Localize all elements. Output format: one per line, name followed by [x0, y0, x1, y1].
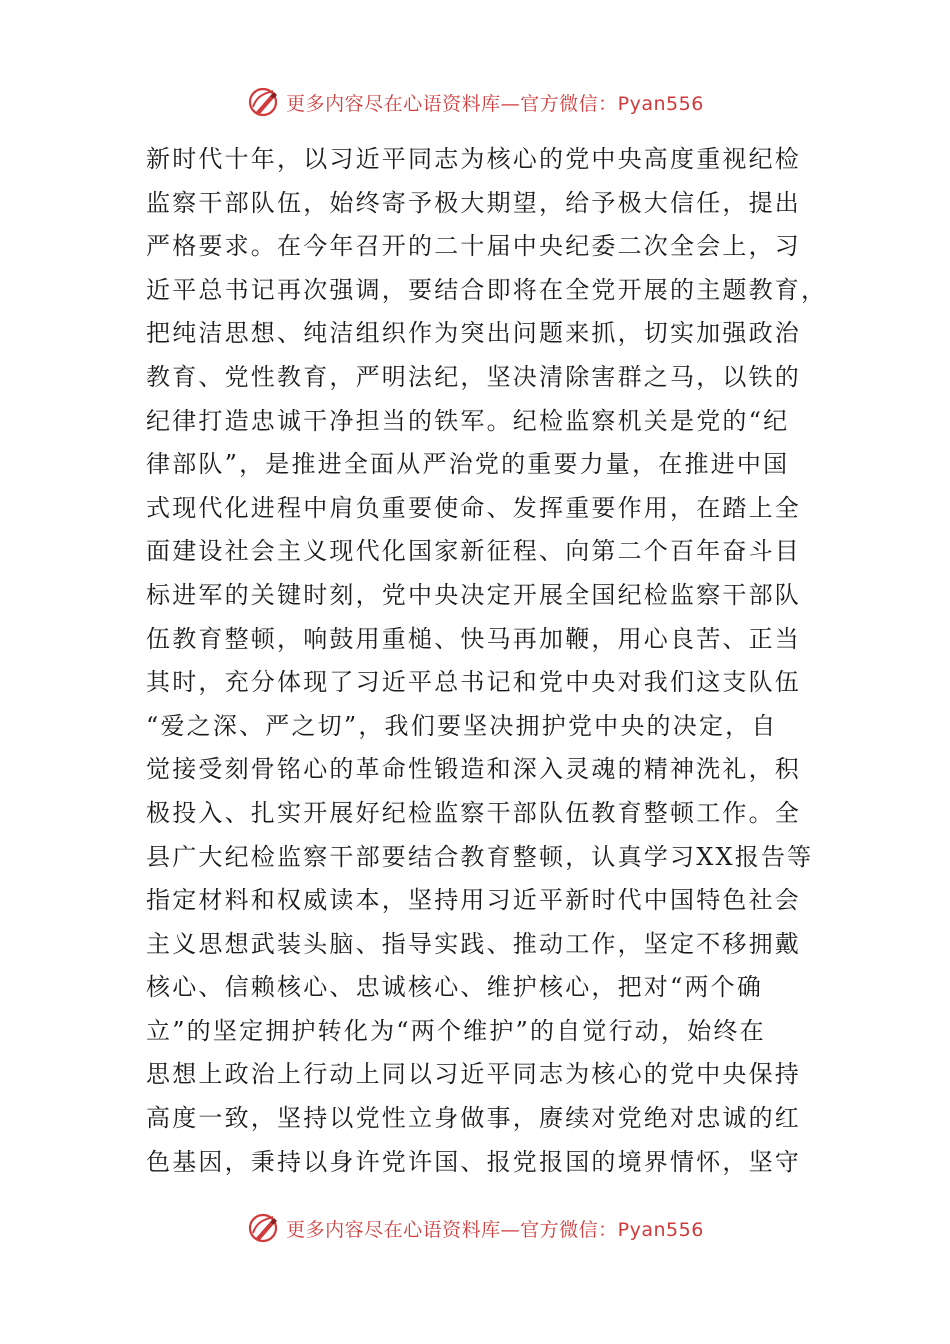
body-text-line: 伍教育整顿，响鼓用重槌、快马再加鞭，用心良苦、正当 [146, 624, 801, 653]
body-text-line: 新时代十年，以习近平同志为核心的党中央高度重视纪检 [146, 145, 801, 173]
banner-text [286, 1215, 704, 1242]
body-text-line: 主义思想武装头脑、指导实践、推动工作，坚定不移拥戴 [146, 929, 801, 958]
banner-wechat-text: 官方微信：Pyan556 [520, 1218, 704, 1241]
body-text-line: 其时，充分体现了习近平总书记和党中央对我们这支队伍 [146, 668, 801, 697]
pen-logo-icon [246, 85, 280, 119]
body-text-line: 觉接受刻骨铭心的革命性锻造和深入灵魂的精神洗礼，积 [146, 755, 801, 784]
banner-wechat-text: 官方微信：Pyan556 [520, 92, 704, 115]
document-body [146, 138, 828, 1184]
body-text-line: 教育、党性教育，严明法纪，坚决清除害群之马，以铁的 [146, 362, 801, 391]
body-text-line: 纪律打造忠诚干净担当的铁军。纪检监察机关是党的“纪 [146, 406, 790, 435]
body-text-line: 律部队”，是推进全面从严治党的重要力量，在推进中国 [146, 450, 790, 479]
body-text-line: 把纯洁思想、纯洁组织作为突出问题来抓，切实加强政治 [146, 319, 801, 348]
body-text-line: 面建设社会主义现代化国家新征程、向第二个百年奋斗目 [146, 537, 801, 566]
body-text-line: 监察干部队伍，始终寄予极大期望，给予极大信任，提出 [146, 188, 801, 217]
body-text-line: 严格要求。在今年召开的二十届中央纪委二次全会上，习 [146, 232, 801, 261]
pen-logo-icon [246, 1211, 280, 1245]
header-banner [0, 82, 950, 122]
banner-main-text: 更多内容尽在心语资料库 [286, 1218, 501, 1241]
body-text-line: 核心、信赖核心、忠诚核心、维护核心，把对“两个确 [146, 973, 764, 1002]
body-text-line: “爱之深、严之切”，我们要坚决拥护党中央的决定，自 [146, 711, 778, 740]
body-text-line: 思想上政治上行动上同以习近平同志为核心的党中央保持 [146, 1060, 801, 1089]
banner-main-text: 更多内容尽在心语资料库 [286, 92, 501, 115]
banner-dash: — [500, 1218, 521, 1241]
body-text-line: 高度一致，坚持以党性立身做事，赓续对党绝对忠诚的红 [146, 1104, 801, 1133]
body-text-line: 近平总书记再次强调，要结合即将在全党开展的主题教育， [146, 275, 828, 304]
body-text-line: 标进军的关键时刻，党中央决定开展全国纪检监察干部队 [146, 580, 801, 609]
footer-banner [0, 1208, 950, 1248]
body-text-line: 县广大纪检监察干部要结合教育整顿，认真学习XX报告等 [146, 842, 814, 871]
body-text-line: 立”的坚定拥护转化为“两个维护”的自觉行动，始终在 [146, 1016, 766, 1045]
body-text-line: 指定材料和权威读本，坚持用习近平新时代中国特色社会 [146, 886, 801, 915]
banner-dash: — [500, 92, 521, 115]
body-text-line: 色基因，秉持以身许党许国、报党报国的境界情怀，坚守 [146, 1147, 801, 1176]
banner-text [286, 89, 704, 116]
body-text-line: 式现代化进程中肩负重要使命、发挥重要作用，在踏上全 [146, 493, 801, 522]
body-text-line: 极投入、扎实开展好纪检监察干部队伍教育整顿工作。全 [146, 798, 801, 827]
